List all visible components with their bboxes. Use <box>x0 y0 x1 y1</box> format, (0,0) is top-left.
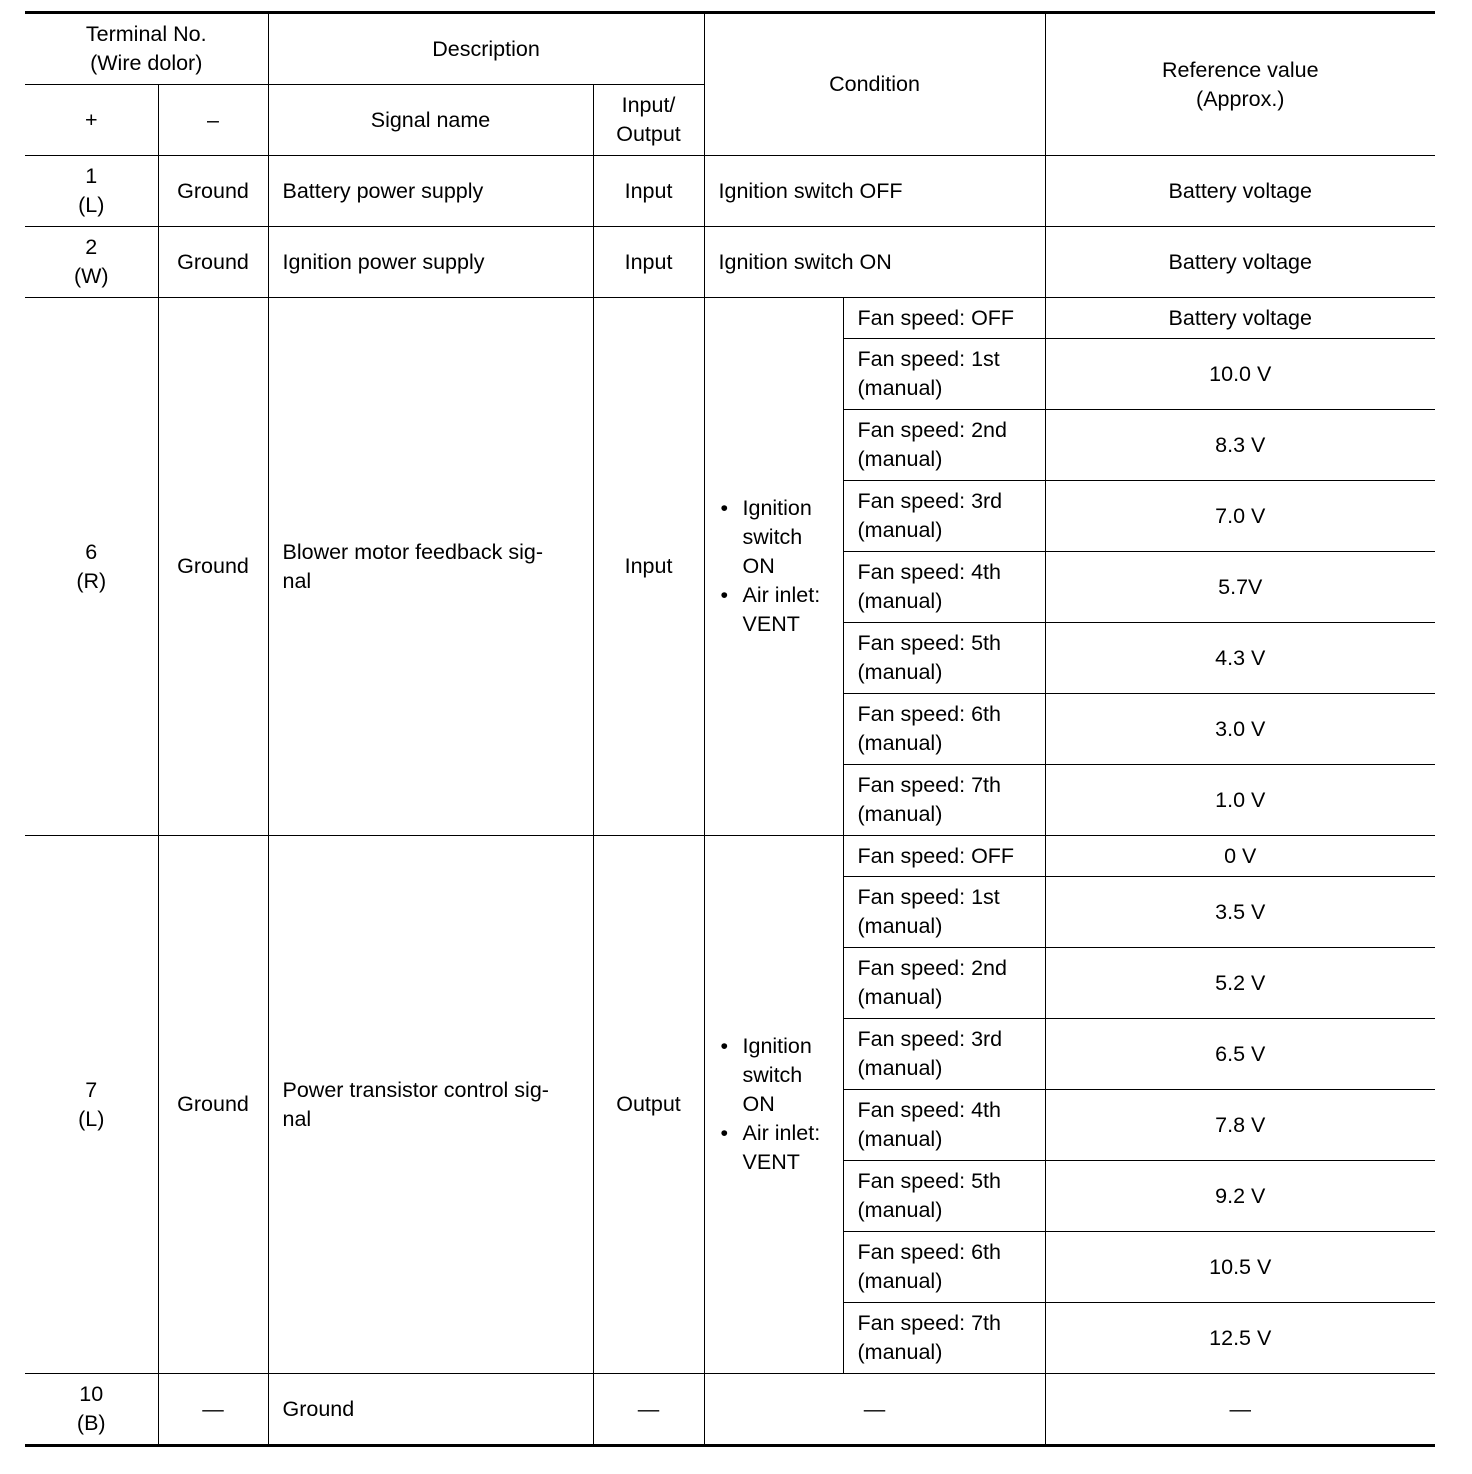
terminal-plus-cell: 10 (B) <box>25 1374 158 1446</box>
reference-value-cell: 4.3 V <box>1045 623 1435 694</box>
reference-value-cell: 0 V <box>1045 836 1435 877</box>
fan-speed-condition-cell: Fan speed: 2nd (manual) <box>843 410 1045 481</box>
table-row <box>25 156 1435 227</box>
condition-cell: — <box>704 1374 1045 1446</box>
terminal-minus-cell: Ground <box>158 836 268 1374</box>
fan-speed-condition-cell: Fan speed: 4th (manual) <box>843 1090 1045 1161</box>
reference-value-header: Reference value (Approx.) <box>1045 13 1435 156</box>
fan-speed-condition-cell: Fan speed: 3rd (manual) <box>843 481 1045 552</box>
condition-bullet-list <box>719 1032 829 1177</box>
table-row <box>25 836 1435 877</box>
terminal-minus-cell: Ground <box>158 298 268 836</box>
fan-speed-condition-cell: Fan speed: 4th (manual) <box>843 552 1045 623</box>
fan-speed-condition-cell: Fan speed: 1st (manual) <box>843 339 1045 410</box>
reference-value-cell: 3.5 V <box>1045 877 1435 948</box>
reference-value-cell: Battery voltage <box>1045 156 1435 227</box>
fan-speed-condition-cell: Fan speed: 1st (manual) <box>843 877 1045 948</box>
input-output-cell: Input <box>593 298 704 836</box>
terminal-plus-cell: 1 (L) <box>25 156 158 227</box>
terminal-plus-cell: 6 (R) <box>25 298 158 836</box>
fan-speed-condition-cell: Fan speed: 6th (manual) <box>843 1232 1045 1303</box>
terminal-plus-cell: 7 (L) <box>25 836 158 1374</box>
condition-bullet-list <box>719 494 829 639</box>
signal-name-cell: Blower motor feedback sig- nal <box>268 298 593 836</box>
condition-cell: Ignition switch ON <box>704 227 1045 298</box>
input-output-cell: Output <box>593 836 704 1374</box>
reference-value-cell: 12.5 V <box>1045 1303 1435 1374</box>
condition-bullets-cell <box>704 298 843 836</box>
fan-speed-condition-cell: Fan speed: OFF <box>843 836 1045 877</box>
reference-value-cell: 10.5 V <box>1045 1232 1435 1303</box>
input-output-cell: Input <box>593 156 704 227</box>
table-row <box>25 298 1435 339</box>
reference-value-cell: 5.2 V <box>1045 948 1435 1019</box>
condition-bullets-cell <box>704 836 843 1374</box>
condition-bullet-item: • Ignition switch ON <box>743 1032 829 1119</box>
condition-bullet-item: • Air inlet: VENT <box>743 581 829 639</box>
reference-value-cell: 7.8 V <box>1045 1090 1435 1161</box>
reference-value-cell: 10.0 V <box>1045 339 1435 410</box>
table-row <box>25 227 1435 298</box>
header-row-1 <box>25 13 1435 85</box>
description-header: Description <box>268 13 704 85</box>
signal-name-cell: Battery power supply <box>268 156 593 227</box>
fan-speed-condition-cell: Fan speed: OFF <box>843 298 1045 339</box>
condition-header: Condition <box>704 13 1045 156</box>
fan-speed-condition-cell: Fan speed: 3rd (manual) <box>843 1019 1045 1090</box>
condition-bullet-item: • Air inlet: VENT <box>743 1119 829 1177</box>
terminal-plus-cell: 2 (W) <box>25 227 158 298</box>
reference-value-cell: 9.2 V <box>1045 1161 1435 1232</box>
plus-header: + <box>25 85 158 156</box>
reference-value-cell: 3.0 V <box>1045 694 1435 765</box>
terminal-reference-table <box>25 11 1435 1447</box>
reference-value-cell: 8.3 V <box>1045 410 1435 481</box>
condition-bullet-item: • Ignition switch ON <box>743 494 829 581</box>
signal-name-cell: Power transistor control sig- nal <box>268 836 593 1374</box>
fan-speed-condition-cell: Fan speed: 7th (manual) <box>843 765 1045 836</box>
terminal-no-header: Terminal No. (Wire dolor) <box>25 13 268 85</box>
input-output-header: Input/ Output <box>593 85 704 156</box>
terminal-minus-cell: Ground <box>158 156 268 227</box>
minus-header: – <box>158 85 268 156</box>
condition-cell: Ignition switch OFF <box>704 156 1045 227</box>
input-output-cell: — <box>593 1374 704 1446</box>
table-row <box>25 1374 1435 1446</box>
fan-speed-condition-cell: Fan speed: 6th (manual) <box>843 694 1045 765</box>
reference-value-cell: — <box>1045 1374 1435 1446</box>
signal-name-cell: Ground <box>268 1374 593 1446</box>
reference-value-cell: 5.7V <box>1045 552 1435 623</box>
reference-value-cell: 6.5 V <box>1045 1019 1435 1090</box>
input-output-cell: Input <box>593 227 704 298</box>
signal-name-cell: Ignition power supply <box>268 227 593 298</box>
fan-speed-condition-cell: Fan speed: 7th (manual) <box>843 1303 1045 1374</box>
reference-value-cell: 1.0 V <box>1045 765 1435 836</box>
reference-value-cell: Battery voltage <box>1045 227 1435 298</box>
fan-speed-condition-cell: Fan speed: 2nd (manual) <box>843 948 1045 1019</box>
terminal-minus-cell: — <box>158 1374 268 1446</box>
reference-value-cell: Battery voltage <box>1045 298 1435 339</box>
signal-name-header: Signal name <box>268 85 593 156</box>
fan-speed-condition-cell: Fan speed: 5th (manual) <box>843 1161 1045 1232</box>
fan-speed-condition-cell: Fan speed: 5th (manual) <box>843 623 1045 694</box>
reference-value-cell: 7.0 V <box>1045 481 1435 552</box>
terminal-minus-cell: Ground <box>158 227 268 298</box>
